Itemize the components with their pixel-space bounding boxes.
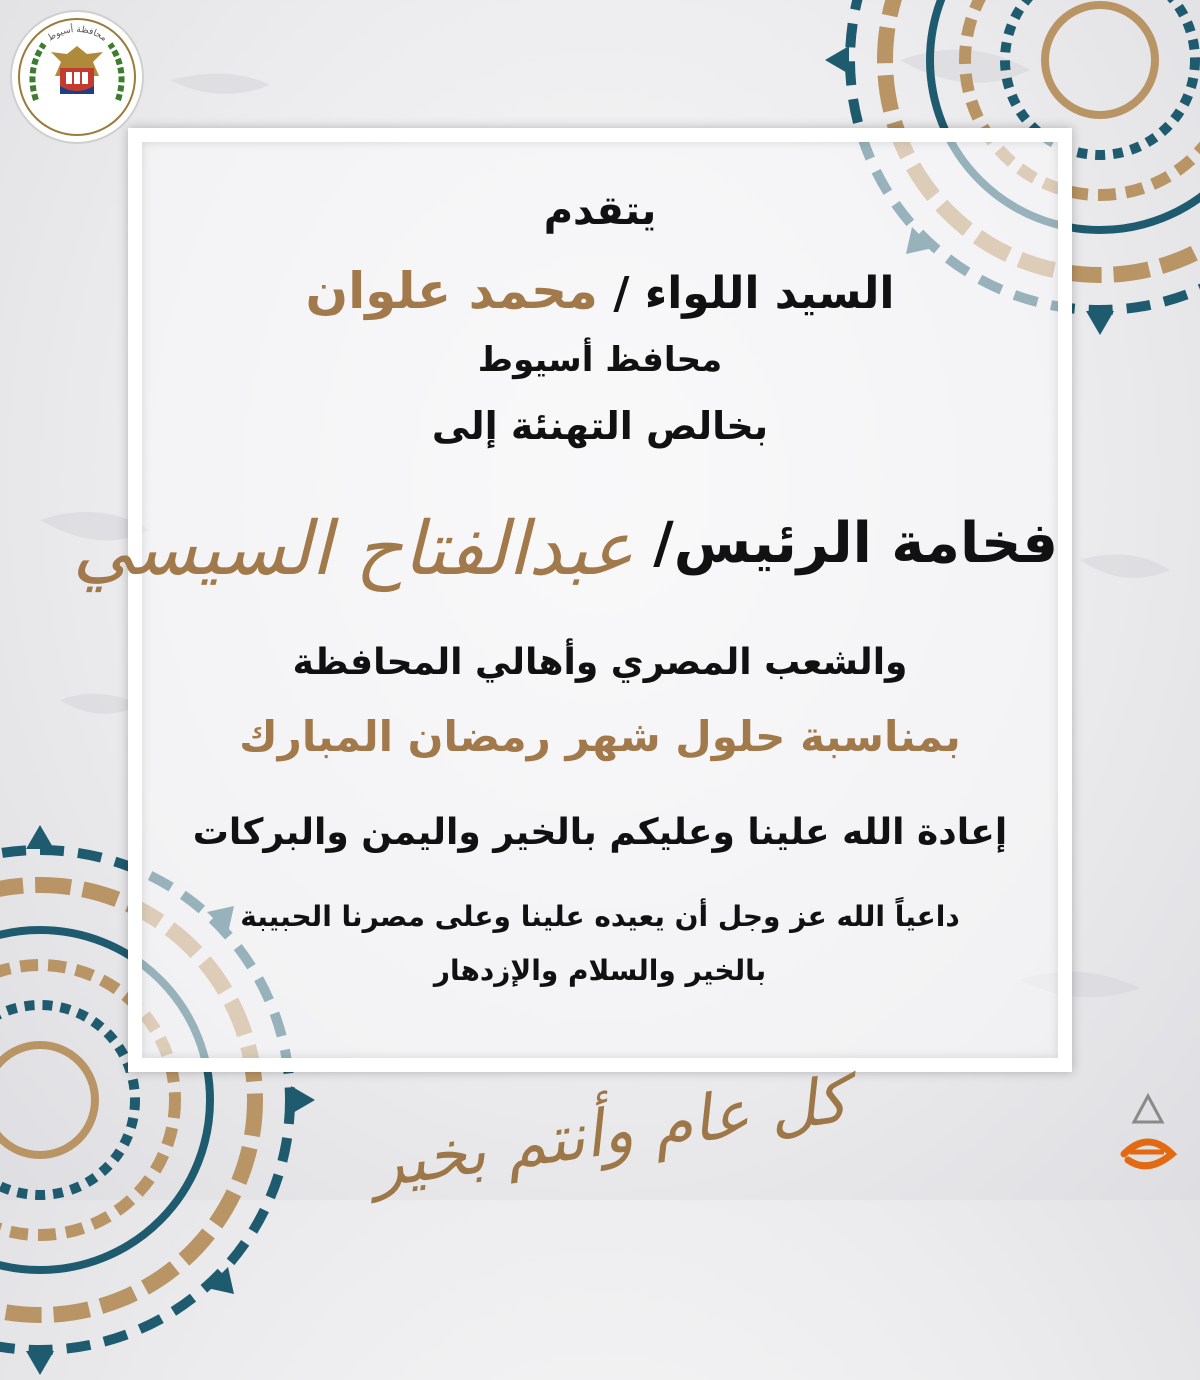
line-people: والشعب المصري وأهالي المحافظة — [292, 642, 908, 683]
governor-name: محمد علوان — [305, 262, 598, 320]
line-president — [72, 494, 1058, 592]
line-congratulations: بخالص التهنئة إلى — [431, 404, 769, 448]
line-prayer-end: بالخير والسلام والإزدهار — [433, 954, 767, 987]
logo-text: محافظة أسيوط — [45, 24, 109, 44]
president-title: فخامة الرئيس/ — [653, 511, 1058, 576]
line-presents: يتقدم — [543, 188, 657, 234]
logo-text-arc — [8, 8, 146, 146]
governor-title: السيد اللواء / — [613, 268, 895, 319]
greeting-calligraphy: كل عام وأنتم بخير — [367, 1062, 853, 1204]
brand-logo-icon — [1114, 1092, 1182, 1180]
svg-text:محافظة أسيوط — [46, 23, 109, 44]
line-governor-role: محافظ أسيوط — [477, 340, 723, 380]
line-governor — [142, 262, 1058, 320]
line-prayer: داعياً الله عز وجل أن يعيده علينا وعلى مصرنا الحبيبة — [240, 900, 960, 933]
president-name: عبدالفتاح السيسي — [72, 506, 634, 592]
line-occasion: بمناسبة حلول شهر رمضان المبارك — [239, 712, 961, 761]
line-wish: إعادة الله علينا وعليكم بالخير واليمن والبركات — [192, 812, 1008, 853]
greeting-message — [72, 142, 1058, 1058]
